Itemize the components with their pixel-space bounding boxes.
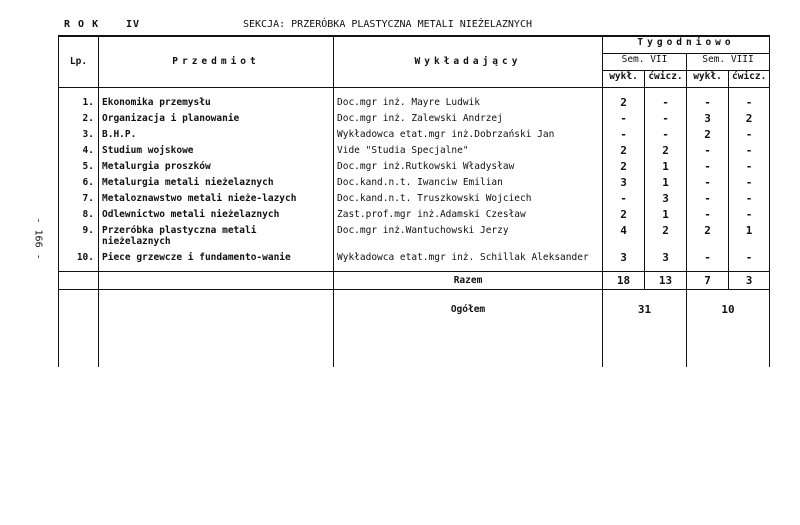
sem7-lecture-hours: 2 [603, 94, 645, 110]
row-number: 1. [59, 94, 99, 110]
lecturer-name: Vide "Studia Specjalne" [334, 142, 603, 158]
page-number: - 166 - [32, 217, 44, 260]
lecturer-name: Doc.mgr inż. Zalewski Andrzej [334, 110, 603, 126]
table-row [59, 249, 770, 265]
sem7-lecture-hours: 4 [603, 222, 645, 249]
grand-total-sem7: 31 [603, 289, 687, 367]
total-sem8-exercises: 3 [729, 271, 770, 289]
sem7-exercise-hours: - [645, 126, 687, 142]
header-sem8: Sem. VIII [687, 53, 770, 70]
subject-name: Organizacja i planowanie [99, 110, 334, 126]
header-sem7-lectures: wykł. [603, 70, 645, 87]
total-label: Razem [334, 271, 603, 289]
sem8-exercise-hours: - [729, 158, 770, 174]
header-sem7: Sem. VII [603, 53, 687, 70]
header-sem8-lectures: wykł. [687, 70, 729, 87]
subject-name: Metaloznawstwo metali nieże-lazych [99, 190, 334, 206]
sem8-exercise-hours: - [729, 190, 770, 206]
row-number: 9. [59, 222, 99, 249]
sem7-lecture-hours: - [603, 190, 645, 206]
sem7-exercise-hours: - [645, 94, 687, 110]
table-row [59, 174, 770, 190]
section-title: SEKCJA: PRZERÓBKA PLASTYCZNA METALI NIEŻELAZNYCH [243, 19, 532, 30]
sem7-exercise-hours: 3 [645, 190, 687, 206]
lecturer-name: Doc.mgr inż.Rutkowski Władysław [334, 158, 603, 174]
sem7-exercise-hours: 1 [645, 158, 687, 174]
lecturer-name: Zast.prof.mgr inż.Adamski Czesław [334, 206, 603, 222]
sem8-lecture-hours: 2 [687, 126, 729, 142]
header-weekly: Tygodniowo [603, 36, 770, 53]
row-number: 4. [59, 142, 99, 158]
table-row [59, 126, 770, 142]
header-lecturer: Wykładający [334, 36, 603, 87]
year-value: IV [126, 19, 141, 30]
subject-name: B.H.P. [99, 126, 334, 142]
sem8-exercise-hours: - [729, 174, 770, 190]
table-row [59, 222, 770, 249]
total-sem7-lectures: 18 [603, 271, 645, 289]
header-subject: Przedmiot [99, 36, 334, 87]
subject-name: Ekonomika przemysłu [99, 94, 334, 110]
sem7-exercise-hours: 2 [645, 222, 687, 249]
sem8-exercise-hours: - [729, 249, 770, 265]
subject-name: Metalurgia metali nieżelaznych [99, 174, 334, 190]
row-number: 3. [59, 126, 99, 142]
sem8-lecture-hours: - [687, 94, 729, 110]
sem8-lecture-hours: - [687, 206, 729, 222]
sem8-lecture-hours: - [687, 249, 729, 265]
sem8-exercise-hours: 2 [729, 110, 770, 126]
sem8-lecture-hours: 3 [687, 110, 729, 126]
table-row [59, 110, 770, 126]
sem8-lecture-hours: - [687, 158, 729, 174]
schedule-table [58, 35, 770, 367]
table-row [59, 94, 770, 110]
sem7-lecture-hours: 2 [603, 158, 645, 174]
sem8-exercise-hours: 1 [729, 222, 770, 249]
lecturer-name: Wykładowca etat.mgr inż. Schillak Aleksander [334, 249, 603, 265]
header-sem8-exercises: ćwicz. [729, 70, 770, 87]
sem7-exercise-hours: 1 [645, 174, 687, 190]
subject-name: Przeróbka plastyczna metali nieżelaznych [99, 222, 334, 249]
sem7-lecture-hours: - [603, 126, 645, 142]
sem8-lecture-hours: 2 [687, 222, 729, 249]
sem8-exercise-hours: - [729, 206, 770, 222]
subject-name: Odlewnictwo metali nieżelaznych [99, 206, 334, 222]
table-row [59, 190, 770, 206]
row-number: 5. [59, 158, 99, 174]
total-row [59, 271, 770, 289]
subject-name: Studium wojskowe [99, 142, 334, 158]
sem7-exercise-hours: 3 [645, 249, 687, 265]
sem7-lecture-hours: 2 [603, 206, 645, 222]
sem7-lecture-hours: 3 [603, 249, 645, 265]
sem8-exercise-hours: - [729, 142, 770, 158]
sem7-lecture-hours: 2 [603, 142, 645, 158]
sem7-exercise-hours: - [645, 110, 687, 126]
lecturer-name: Wykładowca etat.mgr inż.Dobrzański Jan [334, 126, 603, 142]
sem8-lecture-hours: - [687, 142, 729, 158]
subject-name: Metalurgia proszków [99, 158, 334, 174]
lecturer-name: Doc.mgr inż. Mayre Ludwik [334, 94, 603, 110]
header-lp: Lp. [59, 36, 99, 87]
total-sem8-lectures: 7 [687, 271, 729, 289]
sem8-lecture-hours: - [687, 174, 729, 190]
year-label: R O K [64, 19, 100, 30]
sem7-lecture-hours: - [603, 110, 645, 126]
row-number: 6. [59, 174, 99, 190]
grand-total-label: Ogółem [334, 289, 603, 367]
row-number: 8. [59, 206, 99, 222]
header-sem7-exercises: ćwicz. [645, 70, 687, 87]
row-number: 2. [59, 110, 99, 126]
grand-total-sem8: 10 [687, 289, 770, 367]
sem7-lecture-hours: 3 [603, 174, 645, 190]
sem7-exercise-hours: 2 [645, 142, 687, 158]
grand-total-row [59, 289, 770, 367]
sem8-exercise-hours: - [729, 126, 770, 142]
sem7-exercise-hours: 1 [645, 206, 687, 222]
row-number: 10. [59, 249, 99, 265]
table-row [59, 142, 770, 158]
table-row [59, 206, 770, 222]
total-sem7-exercises: 13 [645, 271, 687, 289]
subject-name: Piece grzewcze i fundamento-wanie [99, 249, 334, 265]
lecturer-name: Doc.mgr inż.Wantuchowski Jerzy [334, 222, 603, 249]
sem8-exercise-hours: - [729, 94, 770, 110]
lecturer-name: Doc.kand.n.t. Iwanciw Emilian [334, 174, 603, 190]
row-number: 7. [59, 190, 99, 206]
sem8-lecture-hours: - [687, 190, 729, 206]
lecturer-name: Doc.kand.n.t. Truszkowski Wojciech [334, 190, 603, 206]
table-row [59, 158, 770, 174]
